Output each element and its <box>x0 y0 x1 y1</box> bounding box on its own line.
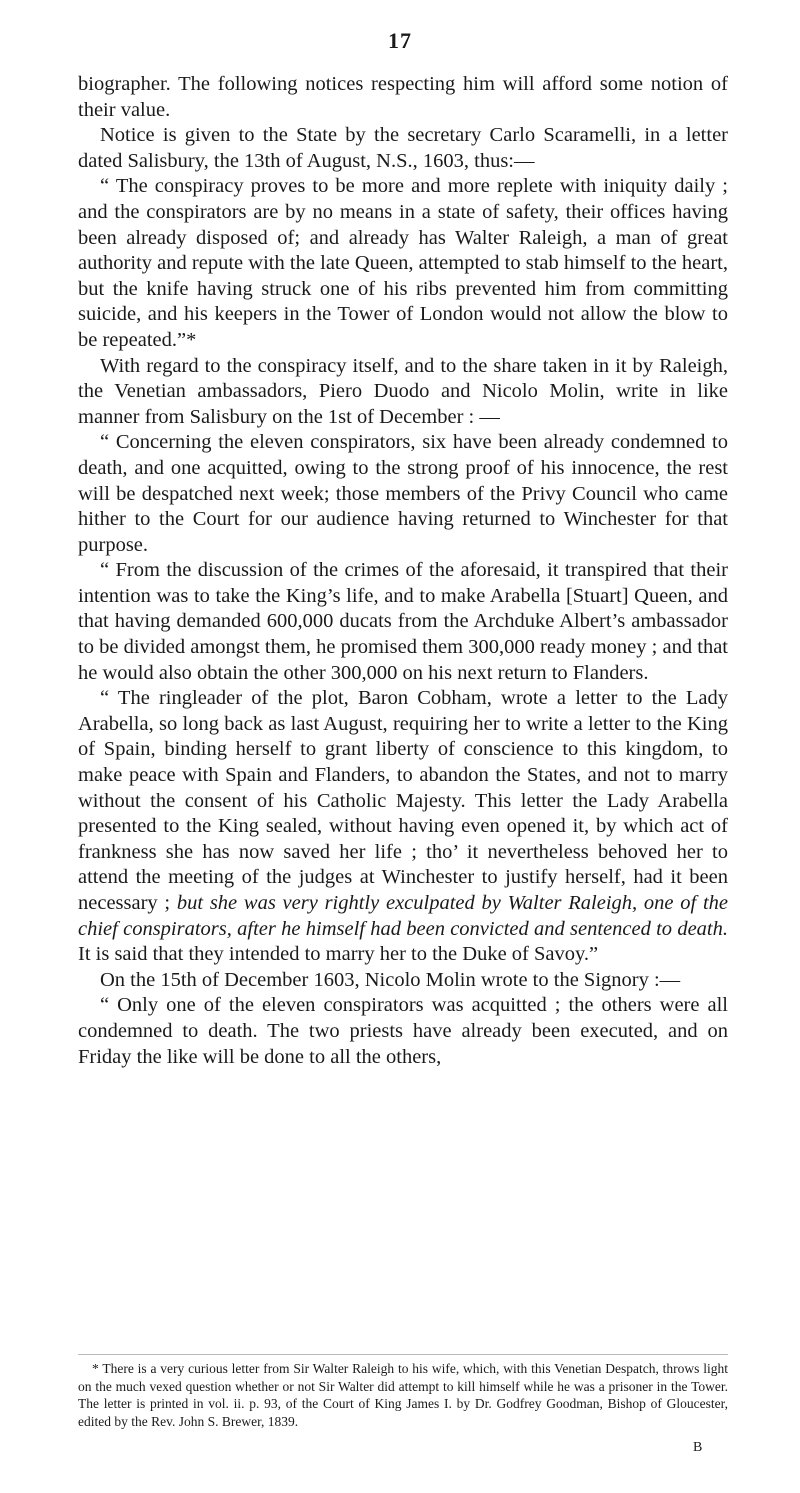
footnote: * There is a very curious letter from Sir Walter Raleigh to his wife, which, with this Venetian Despatch, throws light on the much vexed question whether or not Sir Walter did attempt to kill himself while he was a prisoner in the Tower. The letter is printed in vol. ii. p. 93, of the Court of King James I. by Dr. Godfrey Goodman, Bishop of Gloucester, edited by the Rev. John S. Brewer, 1839. <box>78 1361 728 1429</box>
paragraph-ringleader-cobham <box>78 686 728 968</box>
paragraph-text: “ Only one of the eleven conspirators was acquitted ; the others were all condemned to death. The two priests have already been executed, and on Friday the like will be done to all the others, <box>78 994 728 1068</box>
paragraph-discussion-crimes <box>78 558 728 686</box>
paragraph-text: With regard to the conspiracy itself, and to the share taken in it by Raleigh, the Venetian ambassadors, Piero Duodo and Nicolo Molin, write in like manner from Salisbury on the 1st of December : — <box>78 354 728 428</box>
page-number: 17 <box>388 28 412 53</box>
paragraph-italic-text: but she was very rightly exculpated by Walter Raleigh, one of the chief conspirators, after he himself had been convicted and sentenced to death. <box>78 892 728 940</box>
paragraph-notice-scaramelli <box>78 123 728 174</box>
printer-signature-mark: B <box>693 1440 703 1455</box>
paragraph-text: biographer. The following notices respecting him will afford some notion of their value. <box>78 73 728 121</box>
paragraph-text: “ The conspiracy proves to be more and more replete with iniquity daily ; and the conspirators are by no means in a state of safety, their offices having been already disposed of; and already has Walter Raleigh, a man of great authority and repute with the late Queen, attempted to stab himself to the heart, but the knife having struck one of his ribs prevented him from committing suicide, and his keepers in the Tower of London would not allow the blow to be repeated.”* <box>78 175 728 351</box>
paragraph-text: On the 15th of December 1603, Nicolo Molin wrote to the Signory :— <box>100 968 681 991</box>
paragraph-text-continued: It is said that they intended to marry her to the Duke of Savoy.” <box>78 943 599 966</box>
footnote-divider <box>78 1354 728 1355</box>
paragraph-text: “ The ringleader of the plot, Baron Cobham, wrote a letter to the Lady Arabella, so long back as last August, requiring her to write a letter to the King of Spain, binding herself to grant liberty of conscience to this kingdom, to make peace with Spain and Flanders, to abandon the States, and not to marry without the consent of his Catholic Majesty. This letter the Lady Arabella presented to the King sealed, without having even opened it, by which act of frankness she has now saved her life ; tho’ it nevertheless behoved her to attend the meeting of the judges at Winchester to justify herself, had it been necessary ; <box>78 687 728 914</box>
paragraph-only-one-acquitted <box>78 993 728 1070</box>
paragraph-text: “ Concerning the eleven conspirators, six have been already condemned to death, and one acquitted, owing to the strong proof of his innocence, the rest will be despatched next week; those members of the Privy Council who came hither to the Court for our audience having returned to Winchester for that purpose. <box>78 431 728 556</box>
paragraph-venetian-ambassadors <box>78 354 728 431</box>
paragraph-molin-signory <box>78 968 728 994</box>
paragraph-eleven-conspirators <box>78 430 728 558</box>
paragraph-biographer <box>78 72 728 123</box>
body-text <box>78 72 728 1070</box>
paragraph-text: “ From the discussion of the crimes of the aforesaid, it transpired that their intention was to take the King’s life, and to make Arabella [Stuart] Queen, and that having demanded 600,000 ducats from the Archduke Albert’s ambassador to be divided amongst them, he promised them 300,000 ready money ; and that he would also obtain the other 300,000 on his next return to Flanders. <box>78 559 728 684</box>
paragraph-conspiracy-quote <box>78 174 728 353</box>
paragraph-text: Notice is given to the State by the secretary Carlo Scaramelli, in a letter dated Salisbury, the 13th of August, N.S., 1603, thus:— <box>78 124 728 172</box>
